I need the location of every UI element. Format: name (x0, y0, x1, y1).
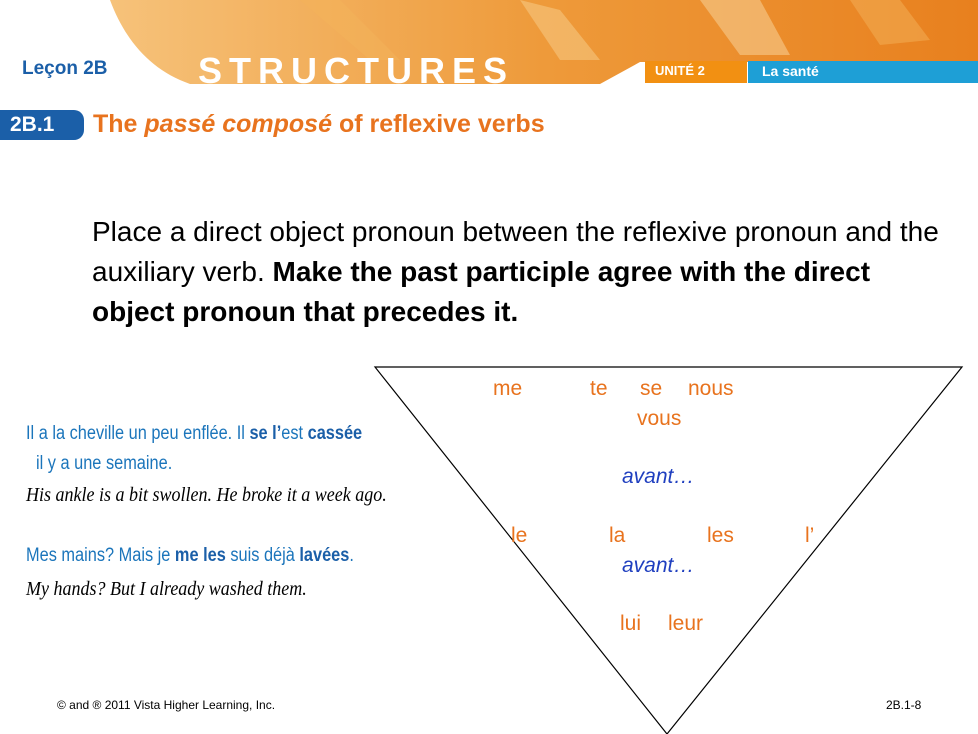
pronoun-te: te (590, 377, 608, 400)
example-participle: cassée (307, 423, 363, 444)
rule-bold: Make the past participle agree with the direct object pronoun that precedes it. (92, 256, 871, 327)
banner-title: STRUCTURES (198, 50, 515, 90)
example-2-english: My hands? But I already washed them. (26, 578, 307, 600)
pronoun-leur: leur (668, 612, 704, 635)
pronoun-me: me (493, 377, 523, 400)
pronoun-nous: nous (688, 377, 734, 400)
example-text: est (281, 423, 308, 444)
example-pronoun: me les (174, 545, 226, 566)
section-number: 2B.1 (10, 113, 55, 136)
example-text: Il a la cheville un peu enflée. Il (26, 423, 250, 444)
pronoun-la: la (609, 524, 626, 547)
example-text: suis déjà (225, 545, 300, 566)
avant-label-2: avant… (622, 554, 695, 577)
pronoun-vous: vous (637, 407, 682, 430)
pronoun-le: le (511, 524, 528, 547)
lesson-label: Leçon 2B (22, 58, 108, 79)
example-text: . (349, 545, 354, 566)
example-text: Mes mains? Mais je (26, 545, 175, 566)
pronoun-l: l’ (805, 524, 815, 547)
slide-number: 2B.1-8 (886, 698, 922, 712)
section-title-part: of reflexive verbs (332, 110, 545, 138)
avant-label-1: avant… (622, 465, 695, 488)
pronoun-lui: lui (620, 612, 642, 635)
section-title (93, 110, 545, 139)
pronoun-se: se (640, 377, 663, 400)
example-1-french-line-1 (26, 423, 362, 445)
example-1-french-line-2: il y a une semaine. (36, 453, 173, 474)
copyright: © and ® 2011 Vista Higher Learning, Inc. (57, 698, 276, 712)
rule-text (92, 212, 952, 332)
example-pronoun: se l’ (249, 423, 282, 444)
section-title-part: The (93, 110, 145, 138)
example-2-french (26, 545, 354, 567)
pronoun-les: les (707, 524, 734, 547)
theme-label: La santé (762, 63, 819, 79)
header-banner (0, 0, 978, 90)
example-participle: lavées (299, 545, 350, 566)
rule-plain: Place a direct object pronoun between the reflexive pronoun and the auxiliary verb. (92, 216, 939, 287)
example-1-english: His ankle is a bit swollen. He broke it a week ago. (26, 484, 387, 506)
unit-label: UNITÉ 2 (655, 63, 705, 78)
section-title-italic: passé composé (144, 110, 332, 138)
